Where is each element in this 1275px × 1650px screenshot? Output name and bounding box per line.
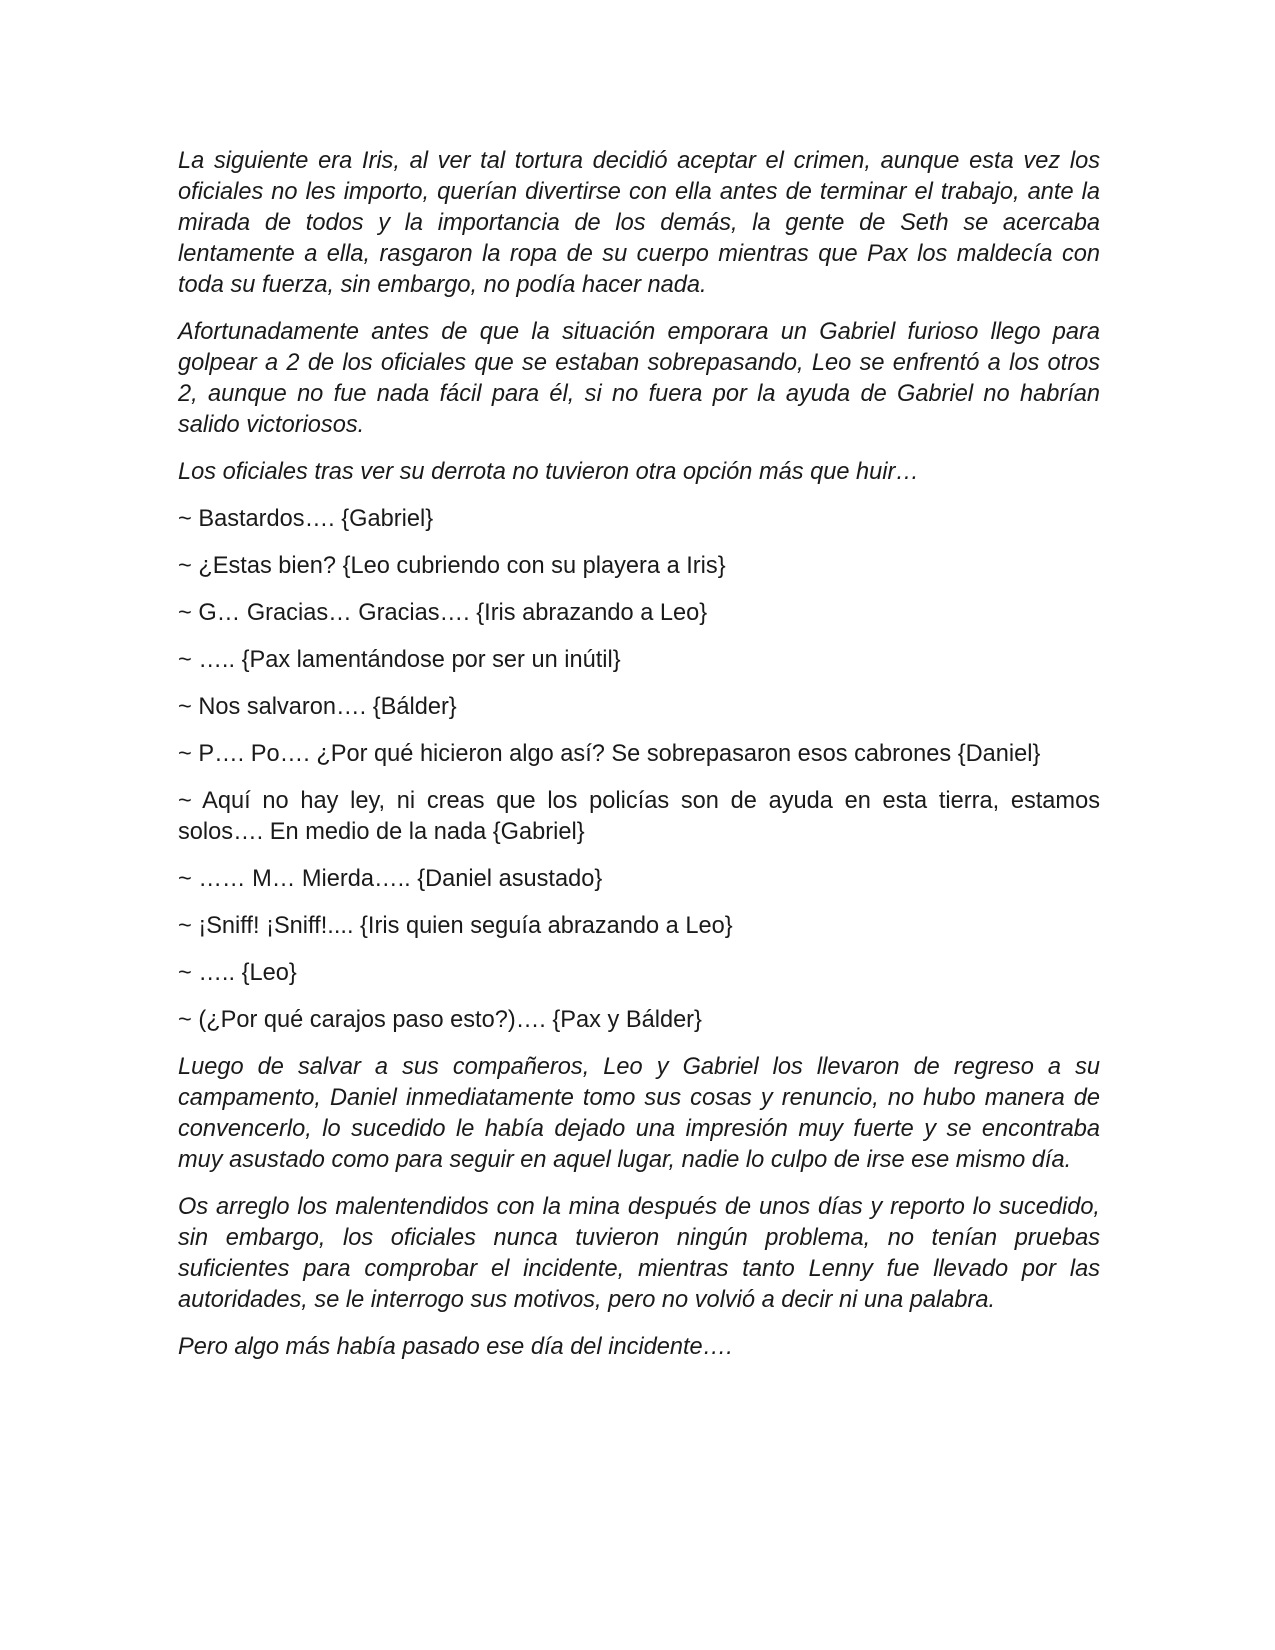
dialogue-line: ~ Bastardos…. {Gabriel}: [178, 506, 434, 532]
narrative-paragraph: Pero algo más había pasado ese día del incidente….: [178, 1334, 733, 1360]
dialogue-line: ~ (¿Por qué carajos paso esto?)…. {Pax y Bálder}: [178, 1007, 702, 1033]
dialogue-line: ~ Nos salvaron…. {Bálder}: [178, 694, 457, 720]
narrative-paragraph: Afortunadamente antes de que la situación emporara un Gabriel furioso llego para golpear a 2 de los oficiales que se estaban sobrepasando, Leo se enfrentó a los otros 2, aunque no fue nada fácil para él, si no fuera por la ayuda de Gabriel no habrían salido victoriosos.: [178, 319, 1100, 438]
dialogue-line: ~ Aquí no hay ley, ni creas que los policías son de ayuda en esta tierra, estamos solos…. En medio de la nada {Gabriel}: [178, 788, 1100, 845]
narrative-paragraph: Os arreglo los malentendidos con la mina después de unos días y reporto lo sucedido, sin embargo, los oficiales nunca tuvieron ningún problema, no tenían pruebas suficientes para comprobar el incidente, mientras tanto Lenny fue llevado por las autoridades, se le interrogo sus motivos, pero no volvió a decir ni una palabra.: [178, 1194, 1100, 1313]
dialogue-line: ~ ….. {Pax lamentándose por ser un inútil}: [178, 647, 621, 673]
dialogue-line: ~ ¿Estas bien? {Leo cubriendo con su playera a Iris}: [178, 553, 726, 579]
narrative-paragraph: La siguiente era Iris, al ver tal tortura decidió aceptar el crimen, aunque esta vez los oficiales no les importo, querían divertirse con ella antes de terminar el trabajo, ante la mirada de todos y la importancia de los demás, la gente de Seth se acercaba lentamente a ella, rasgaron la ropa de su cuerpo mientras que Pax los maldecía con toda su fuerza, sin embargo, no podía hacer nada.: [178, 148, 1100, 298]
dialogue-line: ~ ….. {Leo}: [178, 960, 297, 986]
dialogue-line: ~ …… M… Mierda….. {Daniel asustado}: [178, 866, 603, 892]
dialogue-line: ~ P…. Po…. ¿Por qué hicieron algo así? Se sobrepasaron esos cabrones {Daniel}: [178, 741, 1041, 767]
narrative-paragraph: Luego de salvar a sus compañeros, Leo y Gabriel los llevaron de regreso a su campamento, Daniel inmediatamente tomo sus cosas y renuncio, no hubo manera de convencerlo, lo sucedido le había dejado una impresión muy fuerte y se encontraba muy asustado como para seguir en aquel lugar, nadie lo culpo de irse ese mismo día.: [178, 1054, 1100, 1173]
dialogue-line: ~ ¡Sniff! ¡Sniff!.... {Iris quien seguía abrazando a Leo}: [178, 913, 733, 939]
dialogue-line: ~ G… Gracias… Gracias…. {Iris abrazando a Leo}: [178, 600, 708, 626]
narrative-paragraph: Los oficiales tras ver su derrota no tuvieron otra opción más que huir…: [178, 459, 919, 485]
document-page: [178, 146, 1100, 1379]
